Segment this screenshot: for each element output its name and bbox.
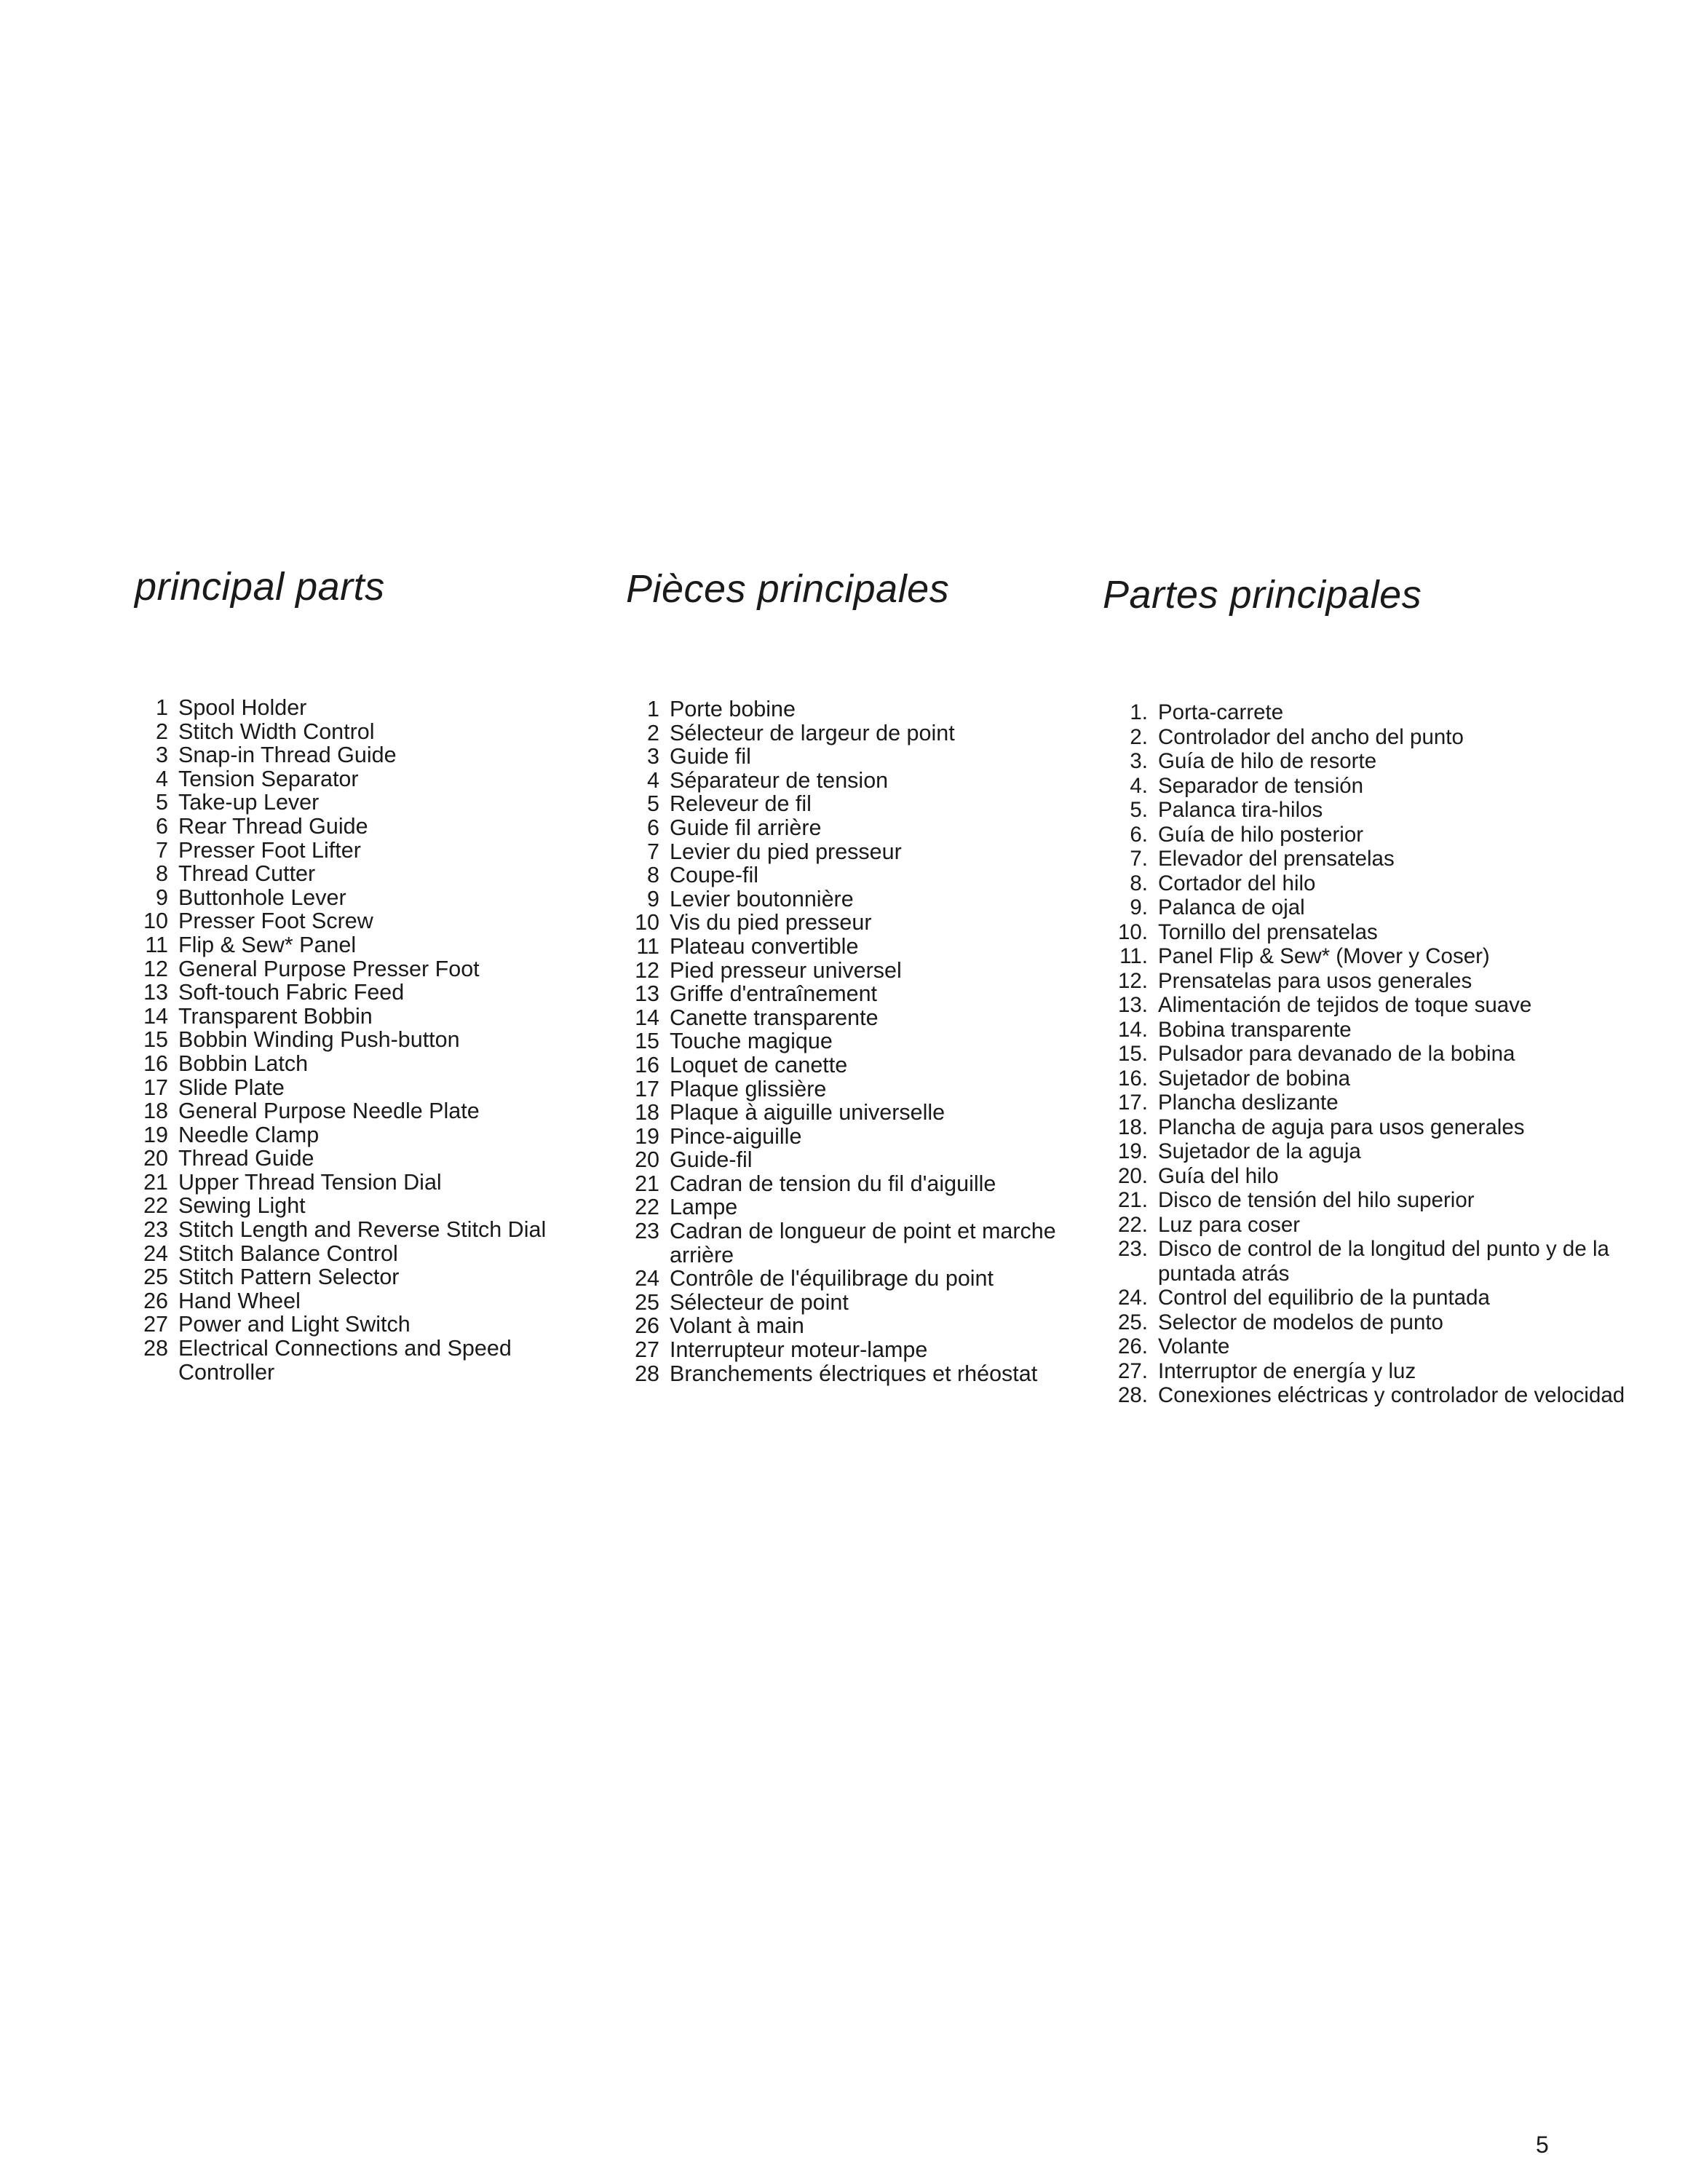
part-item — [626, 1267, 1092, 1291]
part-item — [1103, 1188, 1653, 1213]
part-number: 12 — [143, 956, 168, 981]
part-number: 14 — [143, 1003, 168, 1029]
part-number: 26. — [1117, 1334, 1148, 1358]
part-number: 16. — [1117, 1066, 1148, 1091]
part-number: 4. — [1130, 773, 1148, 798]
part-item — [135, 743, 600, 767]
part-number: 10 — [143, 909, 168, 934]
part-label: Thread Cutter — [178, 861, 316, 887]
part-number: 6 — [647, 815, 659, 840]
english-parts-list — [135, 696, 600, 1384]
part-label: Power and Light Switch — [178, 1312, 411, 1337]
part-number: 4 — [156, 766, 168, 791]
part-label: Disco de control de la longitud del punto y de la puntada atrás — [1158, 1237, 1609, 1286]
part-label: Stitch Width Control — [178, 719, 375, 744]
part-label: Tornillo del prensatelas — [1158, 919, 1378, 944]
part-number: 18 — [143, 1099, 168, 1124]
part-label: Plaque à aiguille universelle — [670, 1100, 945, 1125]
part-number: 24. — [1117, 1286, 1148, 1310]
part-number: 15. — [1117, 1042, 1148, 1066]
part-item — [135, 1218, 600, 1242]
part-label: Sujetador de la aguja — [1158, 1139, 1361, 1163]
part-number: 8 — [156, 861, 168, 887]
part-item — [1103, 920, 1653, 945]
part-number: 20. — [1117, 1163, 1148, 1188]
part-number: 2 — [647, 720, 659, 745]
french-parts-list — [626, 697, 1092, 1385]
part-number: 26 — [635, 1313, 659, 1339]
part-item — [1103, 1286, 1653, 1310]
part-item — [1103, 774, 1653, 799]
part-label: Presser Foot Lifter — [178, 837, 361, 863]
part-number: 28. — [1117, 1383, 1148, 1407]
part-label: Volante — [1158, 1334, 1230, 1358]
part-number: 7. — [1130, 847, 1148, 871]
part-number: 14. — [1117, 1017, 1148, 1042]
part-number: 23 — [635, 1219, 659, 1244]
part-item — [135, 1289, 600, 1313]
part-label: Selector de modelos de punto — [1158, 1310, 1443, 1334]
part-number: 2. — [1130, 724, 1148, 749]
part-item — [626, 911, 1092, 935]
part-label: Conexiones eléctricas y controlador de velocidad — [1158, 1383, 1625, 1407]
part-item — [1103, 1164, 1653, 1189]
english-heading: principal parts — [135, 565, 385, 609]
part-label: Thread Guide — [178, 1146, 314, 1171]
part-number: 22 — [143, 1193, 168, 1219]
part-label: Griffe d'entraînement — [670, 981, 877, 1007]
part-item — [1103, 725, 1653, 750]
part-number: 19 — [143, 1122, 168, 1147]
part-item — [135, 815, 600, 839]
part-item — [1103, 749, 1653, 774]
part-label: Prensatelas para usos generales — [1158, 968, 1472, 993]
part-label: Take-up Lever — [178, 790, 320, 815]
part-label: Cadran de tension du fil d'aiguille — [670, 1171, 996, 1196]
part-item — [626, 1362, 1092, 1386]
part-label: Interruptor de energía y luz — [1158, 1358, 1416, 1383]
part-label: Buttonhole Lever — [178, 885, 346, 910]
part-label: Guide fil arrière — [670, 815, 822, 840]
part-number: 6 — [156, 813, 168, 839]
part-label: General Purpose Presser Foot — [178, 956, 480, 981]
part-number: 11. — [1119, 944, 1148, 968]
part-item — [1103, 1042, 1653, 1067]
part-label: Guide-fil — [670, 1147, 753, 1173]
part-label: Cadran de longueur de point et marche arrière — [670, 1219, 1056, 1267]
part-label: Pince-aiguille — [670, 1123, 802, 1149]
part-number: 1 — [156, 695, 168, 720]
part-item — [1103, 847, 1653, 871]
part-label: Touche magique — [670, 1029, 833, 1054]
part-item — [1103, 993, 1653, 1018]
part-item — [1103, 871, 1653, 896]
part-label: Bobbin Winding Push-button — [178, 1027, 460, 1053]
part-item — [626, 1125, 1092, 1149]
part-item — [1103, 1018, 1653, 1042]
part-number: 3 — [156, 743, 168, 768]
part-item — [135, 839, 600, 863]
part-item — [1103, 1139, 1653, 1164]
part-item — [626, 745, 1092, 769]
part-number: 17. — [1117, 1091, 1148, 1115]
part-label: Stitch Length and Reverse Stitch Dial — [178, 1217, 547, 1243]
part-number: 7 — [156, 837, 168, 863]
part-number: 19 — [635, 1123, 659, 1149]
part-number: 5. — [1130, 798, 1148, 822]
part-number: 8 — [647, 863, 659, 888]
part-item — [626, 792, 1092, 816]
part-number: 3 — [647, 744, 659, 769]
part-label: Elevador del prensatelas — [1158, 847, 1395, 871]
part-number: 12 — [635, 957, 659, 983]
part-item — [626, 769, 1092, 793]
part-number: 4 — [647, 767, 659, 793]
part-number: 15 — [635, 1029, 659, 1054]
part-item — [626, 1291, 1092, 1315]
part-item — [1103, 1067, 1653, 1091]
part-item — [135, 1194, 600, 1218]
part-item — [135, 957, 600, 981]
part-item — [1103, 1359, 1653, 1384]
part-label: Palanca de ojal — [1158, 895, 1305, 919]
part-label: Hand Wheel — [178, 1288, 301, 1313]
part-label: Upper Thread Tension Dial — [178, 1169, 442, 1195]
part-item — [135, 1313, 600, 1337]
part-number: 8. — [1130, 871, 1148, 895]
part-item — [135, 696, 600, 720]
part-label: Pulsador para devanado de la bobina — [1158, 1042, 1515, 1066]
part-label: Pied presseur universel — [670, 957, 902, 983]
part-label: Sewing Light — [178, 1193, 306, 1219]
part-label: Alimentación de tejidos de toque suave — [1158, 993, 1532, 1017]
part-number: 5 — [156, 790, 168, 815]
part-item — [135, 1005, 600, 1029]
part-label: Bobbin Latch — [178, 1051, 309, 1076]
part-label: Sujetador de bobina — [1158, 1066, 1351, 1091]
part-label: Stitch Pattern Selector — [178, 1265, 400, 1290]
part-number: 5 — [647, 791, 659, 817]
part-number: 28 — [635, 1361, 659, 1386]
part-item — [135, 886, 600, 910]
part-number: 10 — [635, 910, 659, 935]
part-label: Guía del hilo — [1158, 1163, 1279, 1188]
part-number: 11 — [145, 932, 168, 957]
part-item — [1103, 700, 1653, 725]
part-label: Canette transparente — [670, 1005, 879, 1030]
part-label: Porta-carrete — [1158, 700, 1284, 724]
part-label: Loquet de canette — [670, 1052, 848, 1077]
part-label: Plateau convertible — [670, 933, 859, 959]
part-label: Slide Plate — [178, 1075, 285, 1100]
part-item — [135, 1242, 600, 1266]
part-number: 25. — [1117, 1310, 1148, 1334]
part-item — [135, 791, 600, 815]
part-number: 21 — [635, 1171, 659, 1196]
part-number: 9. — [1130, 895, 1148, 919]
part-item — [626, 1314, 1092, 1338]
part-label: Palanca tira-hilos — [1158, 798, 1323, 822]
part-item — [626, 1006, 1092, 1030]
part-number: 12. — [1117, 968, 1148, 993]
part-label: Sélecteur de largeur de point — [670, 720, 955, 745]
part-item — [626, 697, 1092, 721]
part-number: 9 — [156, 885, 168, 910]
part-label: Disco de tensión del hilo superior — [1158, 1188, 1475, 1212]
part-item — [626, 935, 1092, 959]
part-item — [626, 721, 1092, 745]
part-item — [135, 1099, 600, 1123]
part-number: 6. — [1130, 822, 1148, 847]
part-number: 14 — [635, 1005, 659, 1030]
part-number: 27. — [1117, 1358, 1148, 1383]
part-label: Stitch Balance Control — [178, 1241, 398, 1266]
part-label: Soft-touch Fabric Feed — [178, 980, 405, 1005]
part-number: 17 — [143, 1075, 168, 1100]
part-number: 19. — [1117, 1139, 1148, 1163]
part-number: 28 — [143, 1336, 168, 1361]
part-label: Panel Flip & Sew* (Mover y Coser) — [1158, 944, 1490, 968]
part-label: Rear Thread Guide — [178, 813, 368, 839]
part-item — [626, 1338, 1092, 1362]
part-item — [1103, 1213, 1653, 1238]
part-item — [1103, 944, 1653, 969]
part-item — [1103, 895, 1653, 920]
part-number: 24 — [635, 1266, 659, 1291]
part-label: Releveur de fil — [670, 791, 812, 817]
part-item — [135, 1123, 600, 1147]
part-label: Séparateur de tension — [670, 767, 889, 793]
part-item — [626, 887, 1092, 911]
part-label: Tension Separator — [178, 766, 359, 791]
part-number: 11 — [636, 933, 659, 959]
part-label: Electrical Connections and Speed Controller — [178, 1336, 512, 1385]
part-item — [135, 767, 600, 791]
part-item — [1103, 1310, 1653, 1335]
part-label: Flip & Sew* Panel — [178, 932, 357, 957]
part-item — [1103, 823, 1653, 847]
spanish-parts-list — [1103, 700, 1653, 1408]
part-label: Bobina transparente — [1158, 1017, 1352, 1042]
french-heading: Pièces principales — [626, 567, 950, 611]
part-number: 13 — [635, 981, 659, 1007]
part-number: 16 — [143, 1051, 168, 1076]
part-number: 21 — [143, 1169, 168, 1195]
part-label: Volant à main — [670, 1313, 804, 1339]
part-label: Sélecteur de point — [670, 1289, 849, 1315]
part-number: 13 — [143, 980, 168, 1005]
part-label: Levier boutonnière — [670, 886, 854, 911]
part-number: 24 — [143, 1241, 168, 1266]
part-number: 13. — [1117, 993, 1148, 1017]
part-item — [135, 1147, 600, 1171]
part-label: General Purpose Needle Plate — [178, 1099, 480, 1124]
part-label: Control del equilibrio de la puntada — [1158, 1286, 1490, 1310]
part-item — [135, 909, 600, 933]
part-label: Branchements électriques et rhéostat — [670, 1361, 1038, 1386]
part-item — [135, 1028, 600, 1052]
part-item — [1103, 1115, 1653, 1140]
spanish-heading: Partes principales — [1103, 573, 1422, 617]
part-label: Controlador del ancho del punto — [1158, 724, 1464, 749]
part-number: 3. — [1130, 749, 1148, 773]
part-item — [1103, 969, 1653, 994]
part-label: Snap-in Thread Guide — [178, 743, 397, 768]
part-item — [1103, 1091, 1653, 1115]
part-number: 20 — [143, 1146, 168, 1171]
part-item — [626, 982, 1092, 1006]
part-item — [135, 933, 600, 957]
part-number: 20 — [635, 1147, 659, 1173]
part-number: 2 — [156, 719, 168, 744]
part-label: Plaque glissière — [670, 1076, 827, 1101]
part-item — [1103, 1334, 1653, 1359]
part-item — [626, 816, 1092, 840]
part-number: 18 — [635, 1100, 659, 1125]
part-item — [1103, 1237, 1653, 1286]
part-label: Guía de hilo posterior — [1158, 822, 1364, 847]
part-item — [626, 1195, 1092, 1219]
part-label: Porte bobine — [670, 697, 796, 721]
part-number: 18. — [1117, 1115, 1148, 1139]
part-item — [626, 1172, 1092, 1196]
part-number: 22. — [1117, 1212, 1148, 1237]
part-label: Cortador del hilo — [1158, 871, 1316, 895]
part-label: Separador de tensión — [1158, 773, 1364, 798]
part-label: Luz para coser — [1158, 1212, 1301, 1237]
part-label: Plancha de aguja para usos generales — [1158, 1115, 1525, 1139]
part-item — [626, 1219, 1092, 1267]
part-label: Presser Foot Screw — [178, 909, 373, 934]
part-label: Guía de hilo de resorte — [1158, 749, 1377, 773]
part-label: Lampe — [670, 1195, 738, 1220]
part-item — [135, 1337, 600, 1384]
part-item — [135, 1171, 600, 1195]
part-number: 15 — [143, 1027, 168, 1053]
part-item — [135, 1265, 600, 1289]
part-item — [626, 959, 1092, 983]
part-number: 1 — [647, 697, 659, 721]
part-number: 23. — [1117, 1237, 1148, 1261]
part-item — [135, 1076, 600, 1100]
part-label: Needle Clamp — [178, 1122, 320, 1147]
part-label: Spool Holder — [178, 695, 307, 720]
part-number: 16 — [635, 1052, 659, 1077]
part-number: 25 — [143, 1265, 168, 1290]
part-item — [626, 840, 1092, 864]
part-item — [626, 1077, 1092, 1101]
part-number: 27 — [635, 1337, 659, 1363]
part-number: 22 — [635, 1195, 659, 1220]
part-item — [135, 1052, 600, 1076]
part-number: 26 — [143, 1288, 168, 1313]
part-item — [1103, 798, 1653, 823]
part-number: 17 — [635, 1076, 659, 1101]
part-item — [626, 1148, 1092, 1172]
part-item — [135, 862, 600, 886]
part-item — [626, 1101, 1092, 1125]
part-label: Plancha deslizante — [1158, 1091, 1339, 1115]
part-number: 27 — [143, 1312, 168, 1337]
page-number: 5 — [1536, 2132, 1549, 2158]
part-number: 10. — [1117, 919, 1148, 944]
part-number: 7 — [647, 839, 659, 864]
part-number: 21. — [1117, 1188, 1148, 1212]
part-number: 25 — [635, 1289, 659, 1315]
part-label: Coupe-fil — [670, 863, 759, 888]
part-label: Contrôle de l'équilibrage du point — [670, 1266, 994, 1291]
part-item — [1103, 1383, 1653, 1408]
part-number: 9 — [647, 886, 659, 911]
part-label: Interrupteur moteur-lampe — [670, 1337, 928, 1363]
part-item — [626, 1029, 1092, 1053]
part-label: Guide fil — [670, 744, 751, 769]
part-item — [626, 1053, 1092, 1077]
part-label: Vis du pied presseur — [670, 910, 872, 935]
part-number: 1. — [1130, 700, 1148, 724]
part-label: Transparent Bobbin — [178, 1003, 373, 1029]
part-item — [135, 981, 600, 1005]
part-item — [626, 863, 1092, 887]
part-label: Levier du pied presseur — [670, 839, 902, 864]
part-item — [135, 720, 600, 744]
part-number: 23 — [143, 1217, 168, 1243]
